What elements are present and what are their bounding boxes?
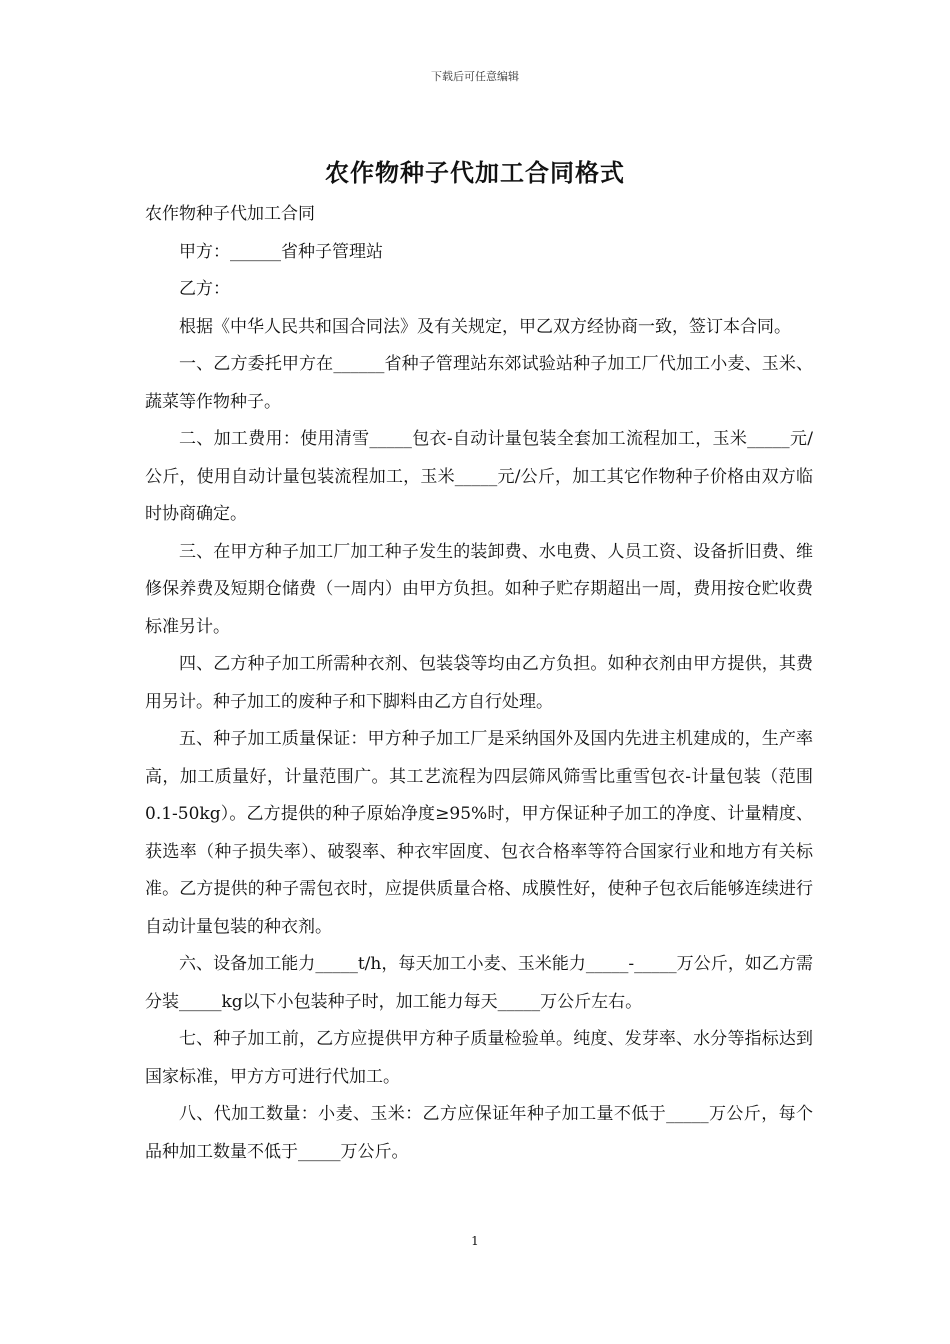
preamble-paragraph: 根据《中华人民共和国合同法》及有关规定，甲乙双方经协商一致，签订本合同。 xyxy=(179,316,791,337)
page-header-note: 下载后可任意编辑 xyxy=(431,70,519,83)
clause-4-paragraph: 四、乙方种子加工所需种衣剂、包装袋等均由乙方负担。如种衣剂由甲方提供，其费用另计。种子加工的废种子和下脚料由乙方自行处理。 xyxy=(145,654,813,712)
page-number: 1 xyxy=(471,1234,479,1248)
clause-2-paragraph: 二、加工费用：使用清雪_____包衣-自动计量包装全套加工流程加工，玉米_____元/公斤，使用自动计量包装流程加工，玉米_____元/公斤，加工其它作物种子价格由双方临时协商确定。 xyxy=(145,429,813,524)
clause-5-paragraph: 五、种子加工质量保证：甲方种子加工厂是采纳国外及国内先进主机建成的，生产率高，加工质量好，计量范围广。其工艺流程为四层筛风筛雪比重雪包衣-计量包装（范围0.1-50kg）。乙方提供的种子原始净度≥95%时，甲方保证种子加工的净度、计量精度、获选率（种子损失率）、破裂率、种衣牢固度、包衣合格率等符合国家行业和地方有关标准。乙方提供的种子需包衣时，应提供质量合格、成膜性好，使种子包衣后能够连续进行自动计量包装的种衣剂。 xyxy=(145,729,813,937)
contract-name-line: 农作物种子代加工合同 xyxy=(145,204,315,224)
party-a-line: 甲方：______省种子管理站 xyxy=(179,241,383,262)
clause-7-paragraph: 七、种子加工前，乙方应提供甲方种子质量检验单。纯度、发芽率、水分等指标达到国家标准，甲方方可进行代加工。 xyxy=(145,1029,813,1087)
party-b-line: 乙方： xyxy=(179,279,230,299)
clause-3-paragraph: 三、在甲方种子加工厂加工种子发生的装卸费、水电费、人员工资、设备折旧费、维修保养费及短期仓储费（一周内）由甲方负担。如种子贮存期超出一周，费用按仓贮收费标准另计。 xyxy=(145,541,813,637)
clause-6-paragraph: 六、设备加工能力_____t/h，每天加工小麦、玉米能力_____-_____万公斤，如乙方需分装_____kg以下小包装种子时，加工能力每天_____万公斤左右。 xyxy=(145,954,813,1012)
document-title: 农作物种子代加工合同格式 xyxy=(325,158,625,187)
clause-1-paragraph: 一、乙方委托甲方在______省种子管理站东郊试验站种子加工厂代加工小麦、玉米、蔬菜等作物种子。 xyxy=(145,354,813,412)
clause-8-paragraph: 八、代加工数量：小麦、玉米：乙方应保证年种子加工量不低于_____万公斤，每个品种加工数量不低于_____万公斤。 xyxy=(145,1104,813,1162)
document-body xyxy=(145,196,813,1171)
